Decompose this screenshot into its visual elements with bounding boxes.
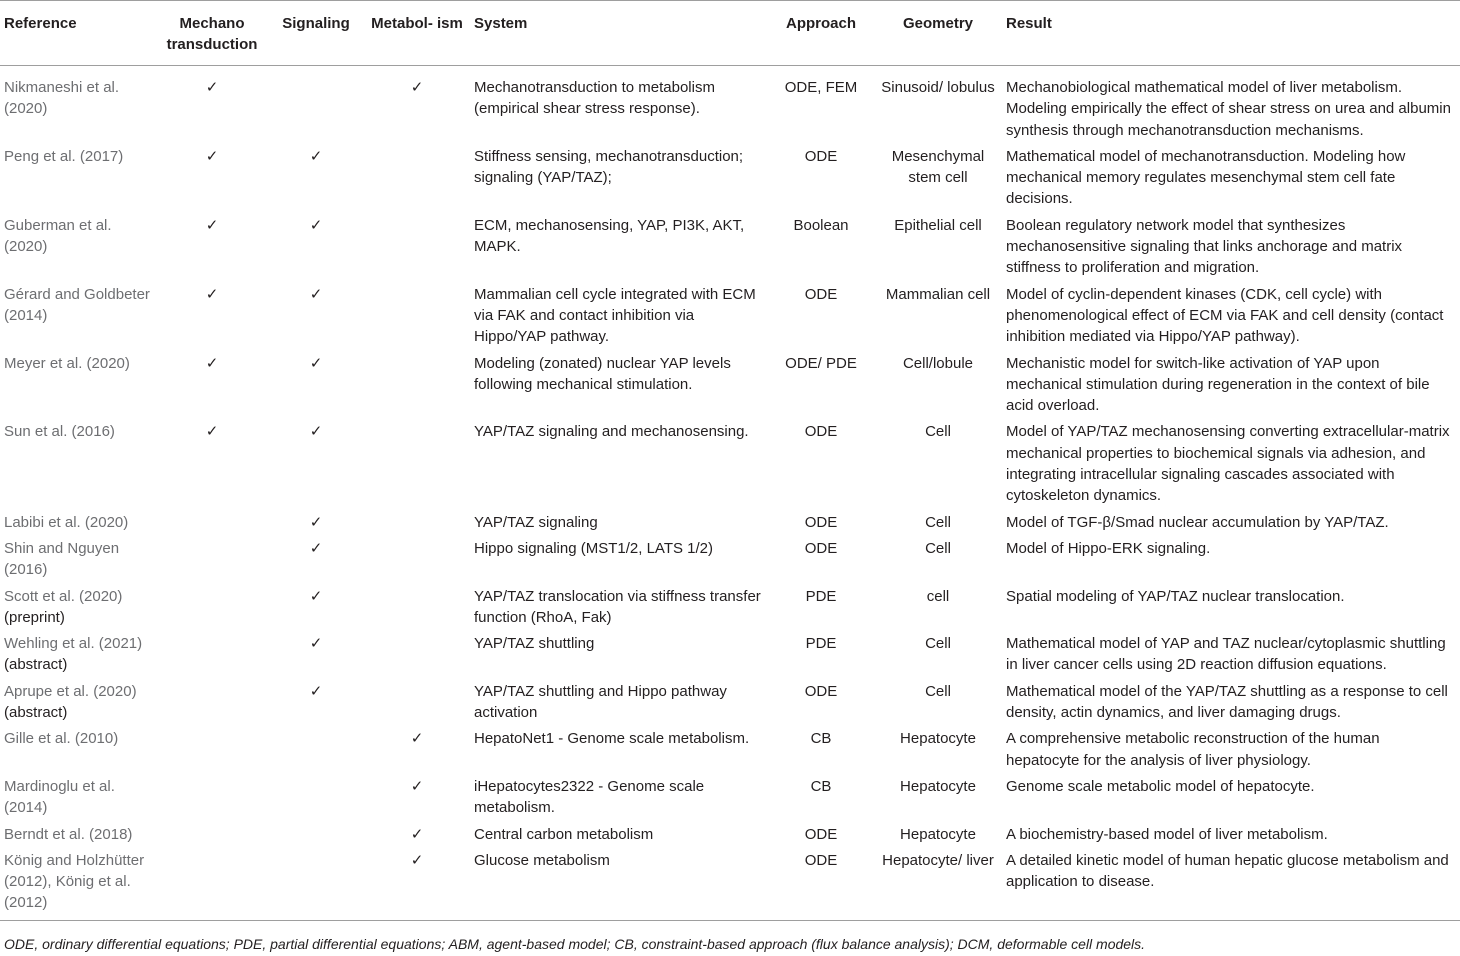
table-row — [0, 586, 1460, 634]
reference-text: Gérard and Goldbeter (2014) — [4, 285, 150, 324]
result-cell: A detailed kinetic model of human hepatic glucose metabolism and application to disease. — [1002, 850, 1460, 920]
system-cell: YAP/TAZ shuttling — [474, 635, 595, 653]
mechanotransduction-check — [156, 776, 268, 824]
mechanotransduction-check: ✓ — [205, 423, 219, 441]
metabolism-check: ✓ — [410, 79, 424, 96]
approach-cell: Boolean — [793, 216, 849, 234]
approach-cell: ODE — [804, 285, 838, 303]
reference-text: König and Holzhütter (2012), König et al. (2012) — [4, 851, 145, 912]
system-cell: Central carbon metabolism — [474, 825, 654, 843]
reference-cell — [0, 586, 156, 634]
mechanotransduction-check: ✓ — [205, 147, 219, 165]
table-row — [0, 633, 1460, 681]
signaling-check: ✓ — [309, 147, 323, 165]
table-row — [0, 284, 1460, 353]
table-row — [0, 353, 1460, 422]
system-cell: Stiffness sensing, mechanotransduction; signaling (YAP/TAZ); — [474, 147, 744, 187]
system-cell: ECM, mechanosensing, YAP, PI3K, AKT, MAPK. — [474, 216, 745, 256]
result-cell: Model of cyclin-dependent kinases (CDK, cell cycle) with phenomenological effect of ECM via FAK and cell density (contact inhibition mediated via Hippo/YAP pathway). — [1006, 285, 1444, 346]
reference-text: Berndt et al. (2018) — [4, 825, 133, 843]
approach-cell: CB — [810, 777, 832, 795]
approach-cell: ODE — [768, 850, 874, 920]
result-cell: Model of TGF-β/Smad nuclear accumulation by YAP/TAZ. — [1006, 513, 1389, 531]
reference-text: Nikmaneshi et al. (2020) — [4, 79, 120, 118]
metabolism-check — [364, 586, 470, 634]
metabolism-check: ✓ — [410, 730, 424, 748]
table-body — [0, 66, 1460, 921]
metabolism-check — [364, 512, 470, 538]
reference-text: Gille et al. (2010) — [4, 730, 119, 748]
signaling-check: ✓ — [309, 635, 323, 653]
reference-cell — [0, 421, 156, 511]
geometry-cell: Cell — [925, 635, 951, 653]
signaling-check: ✓ — [309, 539, 323, 557]
reference-text: Meyer et al. (2020) — [4, 354, 130, 372]
system-cell: YAP/TAZ shuttling and Hippo pathway activation — [474, 682, 727, 722]
reference-text: Shin and Nguyen (2016) — [4, 539, 120, 579]
signaling-check: ✓ — [309, 587, 323, 605]
system-cell: Glucose metabolism — [470, 850, 768, 920]
geometry-cell: Cell/lobule — [902, 354, 974, 372]
signaling-check: ✓ — [309, 285, 323, 303]
metabolism-check — [364, 421, 470, 511]
system-cell: YAP/TAZ signaling — [474, 513, 598, 531]
reference-text: Wehling et al. (2021) — [4, 635, 143, 653]
result-cell: Boolean regulatory network model that synthesizes mechanosensitive signaling that links anchorage and matrix stiffness to proliferation and migration. — [1006, 216, 1403, 277]
system-cell: Mammalian cell cycle integrated with ECM via FAK and contact inhibition via Hippo/YAP pathway. — [474, 285, 756, 346]
header-system: System — [470, 1, 768, 66]
table-row — [0, 215, 1460, 284]
metabolism-check: ✓ — [410, 777, 424, 795]
approach-cell: ODE — [804, 539, 838, 557]
geometry-cell: Hepatocyte/ liver — [874, 850, 1002, 920]
approach-cell: ODE — [804, 682, 838, 700]
system-cell: YAP/TAZ translocation via stiffness transfer function (RhoA, Fak) — [474, 587, 761, 626]
geometry-cell: cell — [926, 587, 950, 605]
geometry-cell: Cell — [925, 423, 951, 441]
table-row — [0, 824, 1460, 850]
result-cell: A comprehensive metabolic reconstruction of the human hepatocyte for the analysis of liver physiology. — [1006, 730, 1380, 769]
reference-cell — [0, 850, 156, 920]
metabolism-check: ✓ — [364, 850, 470, 920]
table-row — [0, 776, 1460, 824]
system-cell: HepatoNet1 - Genome scale metabolism. — [474, 730, 750, 748]
approach-cell: ODE — [804, 513, 838, 531]
signaling-check — [268, 66, 364, 146]
mechanotransduction-check: ✓ — [205, 285, 219, 303]
signaling-check — [268, 824, 364, 850]
system-cell: iHepatocytes2322 - Genome scale metabolism. — [474, 777, 705, 817]
metabolism-check — [364, 146, 470, 215]
approach-cell: CB — [810, 730, 832, 748]
approach-cell: ODE — [804, 825, 838, 843]
reference-text: Peng et al. (2017) — [4, 147, 124, 165]
header-result: Result — [1002, 1, 1460, 66]
header-signaling: Signaling — [268, 1, 364, 66]
result-cell: Mathematical model of the YAP/TAZ shuttling as a response to cell density, actin dynamics, and liver damaging drugs. — [1006, 682, 1448, 722]
mechanotransduction-check: ✓ — [205, 216, 219, 234]
signaling-check: ✓ — [309, 513, 323, 531]
table-row — [0, 146, 1460, 215]
mechanotransduction-check: ✓ — [205, 79, 219, 96]
table-row — [0, 538, 1460, 586]
geometry-cell: Mammalian cell — [885, 285, 991, 303]
signaling-check: ✓ — [309, 216, 323, 234]
reference-cell — [0, 66, 156, 146]
reference-text: Guberman et al. (2020) — [4, 216, 112, 256]
reference-text: Mardinoglu et al. (2014) — [4, 777, 115, 817]
result-cell: Model of Hippo-ERK signaling. — [1006, 539, 1211, 557]
table-row — [0, 66, 1460, 146]
geometry-cell: Cell — [925, 682, 951, 700]
result-cell: Genome scale metabolic model of hepatocyte. — [1006, 777, 1315, 795]
reference-cell — [0, 681, 156, 729]
mechanotransduction-check — [156, 850, 268, 920]
reference-text: Sun et al. (2016) — [4, 423, 115, 441]
result-cell: Mathematical model of mechanotransduction. Modeling how mechanical memory regulates mesenchymal stem cell fate decisions. — [1006, 147, 1406, 208]
approach-cell: PDE — [805, 587, 837, 605]
signaling-check: ✓ — [309, 354, 323, 372]
reference-text: Labibi et al. (2020) — [4, 513, 129, 531]
approach-cell: ODE — [804, 147, 838, 165]
metabolism-check — [364, 353, 470, 422]
mechanotransduction-check — [156, 586, 268, 634]
table-header — [0, 1, 1460, 66]
reference-cell — [0, 215, 156, 284]
result-cell: Mechanistic model for switch-like activation of YAP upon mechanical stimulation during regeneration in the context of bile acid overload. — [1006, 354, 1430, 415]
header-mechanotransduction: Mechano transduction — [156, 1, 268, 66]
metabolism-check: ✓ — [410, 825, 424, 843]
reference-cell — [0, 353, 156, 422]
table-row — [0, 850, 1460, 920]
mechanotransduction-check — [156, 633, 268, 681]
system-cell: Modeling (zonated) nuclear YAP levels following mechanical stimulation. — [474, 354, 731, 393]
signaling-check — [268, 850, 364, 920]
approach-cell: ODE/ PDE — [785, 354, 857, 372]
result-cell: Mechanobiological mathematical model of liver metabolism. Modeling empirically the effect of shear stress on urea and albumin synthesis through mechanotransduction mechanisms. — [1006, 79, 1451, 139]
mechanotransduction-check — [156, 512, 268, 538]
metabolism-check — [364, 215, 470, 284]
signaling-check — [268, 728, 364, 776]
table-row — [0, 681, 1460, 729]
mechanotransduction-check: ✓ — [205, 354, 219, 372]
header-geometry: Geometry — [874, 1, 1002, 66]
table-row — [0, 421, 1460, 511]
reference-cell — [0, 633, 156, 681]
approach-cell: ODE, FEM — [784, 79, 858, 96]
table-row — [0, 728, 1460, 776]
geometry-cell: Hepatocyte — [900, 825, 976, 843]
approach-cell: ODE — [804, 423, 838, 441]
result-cell: Model of YAP/TAZ mechanosensing converting extracellular-matrix mechanical properties to biochemical signals via adhesion, and integrating intracellular signaling cascades associated with cytoskeleton dynamics. — [1006, 423, 1450, 505]
mechanotransduction-check — [156, 538, 268, 586]
system-cell: YAP/TAZ signaling and mechanosensing. — [474, 423, 749, 441]
signaling-check — [268, 776, 364, 824]
geometry-cell: Hepatocyte — [900, 777, 976, 795]
geometry-cell: Cell — [925, 539, 951, 557]
system-cell: Hippo signaling (MST1/2, LATS 1/2) — [474, 539, 713, 557]
reference-text: Aprupe et al. (2020) — [4, 682, 137, 700]
result-cell: Mathematical model of YAP and TAZ nuclear/cytoplasmic shuttling in liver cancer cells using 2D reaction diffusion equations. — [1006, 635, 1446, 674]
system-cell: Mechanotransduction to metabolism (empirical shear stress response). — [474, 79, 715, 118]
geometry-cell: Hepatocyte — [900, 730, 976, 748]
table-footnote: ODE, ordinary differential equations; PDE, partial differential equations; ABM, agent-based model; CB, constraint-based approach (flux balance analysis); DCM, deformable cell models. — [4, 936, 1146, 952]
reference-note: (preprint) — [4, 608, 65, 626]
header-approach: Approach — [768, 1, 874, 66]
mechanotransduction-check — [156, 728, 268, 776]
result-cell: A biochemistry-based model of liver metabolism. — [1006, 825, 1328, 843]
geometry-cell: Sinusoid/ lobulus — [881, 79, 995, 96]
header-reference: Reference — [0, 1, 156, 66]
metabolism-check — [364, 681, 470, 729]
geometry-cell: Epithelial cell — [894, 216, 982, 234]
table-row — [0, 512, 1460, 538]
reference-cell — [0, 146, 156, 215]
metabolism-check — [364, 538, 470, 586]
reference-cell — [0, 512, 156, 538]
geometry-cell: Cell — [925, 513, 951, 531]
mechanotransduction-check — [156, 681, 268, 729]
metabolism-check — [364, 284, 470, 353]
reference-cell — [0, 728, 156, 776]
reference-text: Scott et al. (2020) — [4, 587, 123, 605]
geometry-cell: Mesenchymal stem cell — [891, 147, 985, 187]
result-cell: Spatial modeling of YAP/TAZ nuclear translocation. — [1006, 587, 1345, 605]
mechanotransduction-check — [156, 824, 268, 850]
reference-cell — [0, 284, 156, 353]
approach-cell: PDE — [805, 635, 837, 653]
reference-cell — [0, 824, 156, 850]
reference-note: (abstract) — [4, 704, 68, 722]
reference-note: (abstract) — [4, 656, 68, 674]
header-metabolism: Metabol- ism — [364, 1, 470, 66]
reference-cell — [0, 776, 156, 824]
signaling-check: ✓ — [309, 682, 323, 700]
reference-cell — [0, 538, 156, 586]
signaling-check: ✓ — [309, 423, 323, 441]
metabolism-check — [364, 633, 470, 681]
